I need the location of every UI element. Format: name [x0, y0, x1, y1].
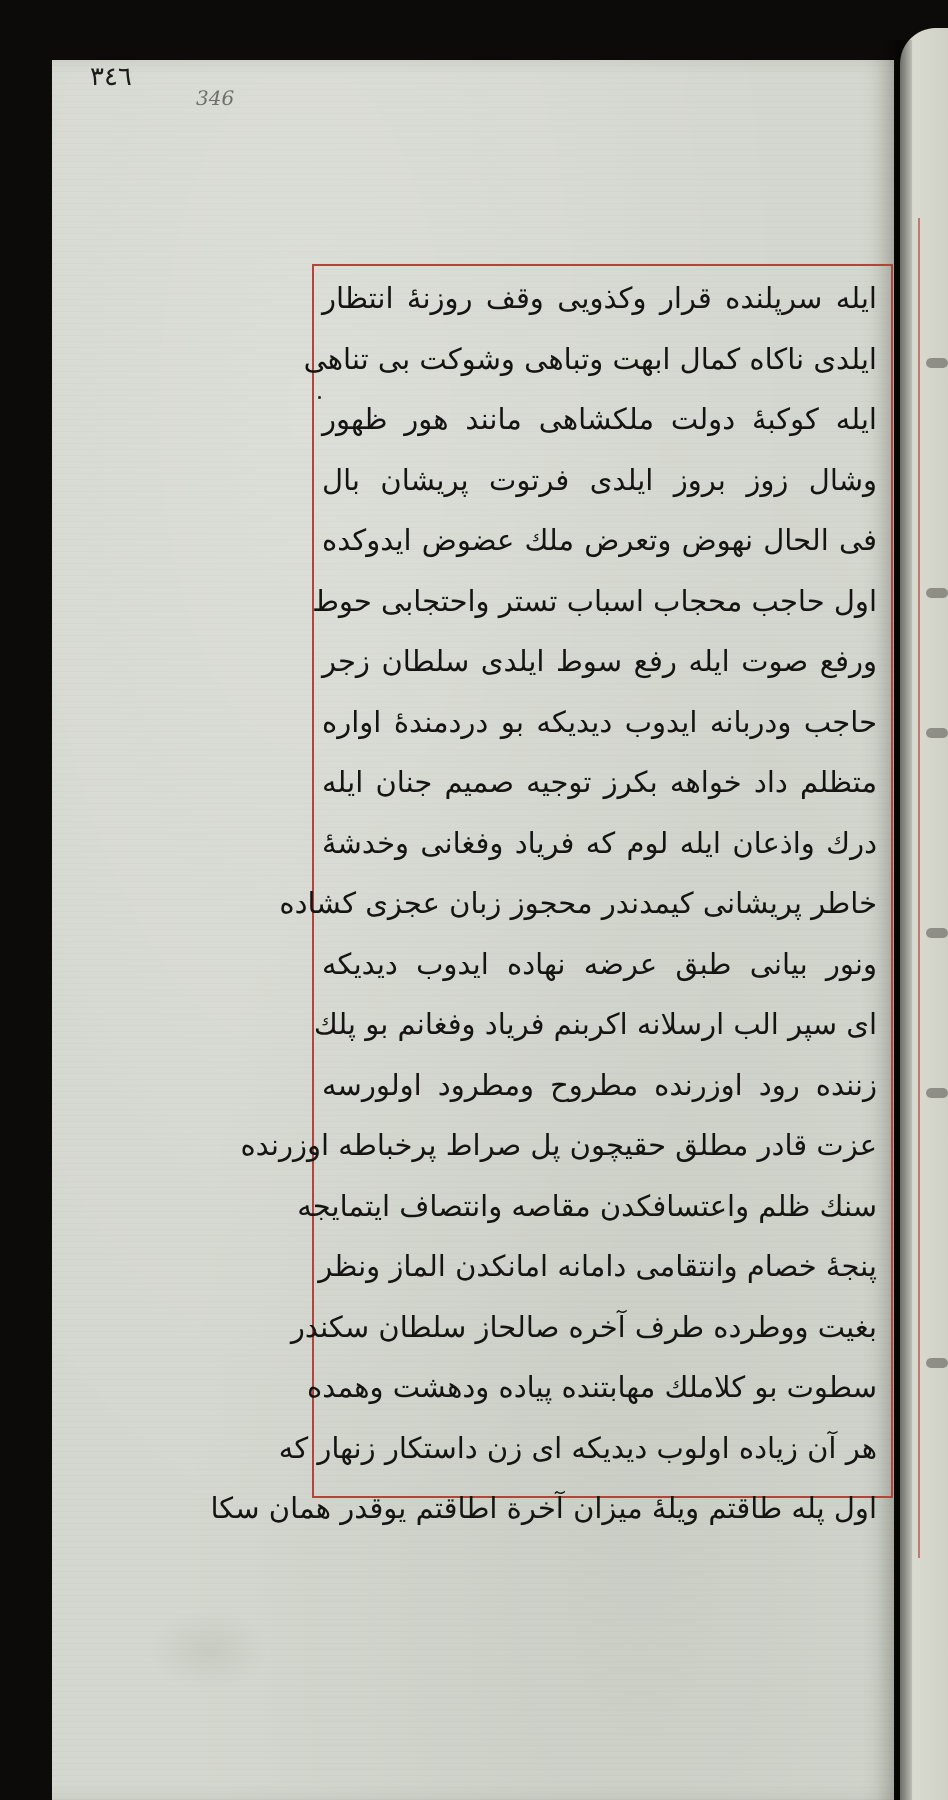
next-leaf-ink-trace [926, 588, 948, 598]
text-line: متظلم داد خواهه بكرز توجيه صميم جنان ايله [322, 765, 877, 799]
next-leaf-ink-trace [926, 728, 948, 738]
next-leaf-red-rule [918, 218, 920, 1558]
next-leaf-ink-trace [926, 1358, 948, 1368]
text-line: سطوت بو كلاملك مهابتنده پياده ودهشت وهمده [307, 1370, 877, 1404]
text-line: اول پله طاقتم ويلهٔ ميزان آخرة اطاقتم يوقدر همان سكا [210, 1491, 877, 1525]
text-line: اول حاجب محجاب اسباب تستر واحتجابی حوط [312, 583, 877, 618]
next-leaf-ink-trace [926, 928, 948, 938]
text-line: ايلدی ناكاه كمال ابهت وتباهی وشوكت بی تناهی [303, 341, 877, 376]
text-line: ونور بيانی طبق عرضه نهاده ايدوب ديديكه [322, 946, 877, 981]
text-line: زننده رود اوزرنده مطروح ومطرود اولورسه [322, 1067, 877, 1102]
text-line: ورفع صوت ايله رفع سوط ايلدی سلطان زجر [322, 644, 877, 678]
text-line: هر آن زياده اولوب ديديكه ای زن داستكار زنهار كه [278, 1430, 877, 1465]
text-line: پنجهٔ خصام وانتقامی دامانه امانكدن الماز ونظر [318, 1249, 877, 1283]
next-leaf-ink-trace [926, 1088, 948, 1098]
text-block [210, 268, 877, 1525]
text-line: خاطر پريشانی كيمدندر محجوز زبان عجزی كشاده [279, 886, 877, 920]
text-line: عزت قادر مطلق حقيچون پل صراط پرخباطه اوزرنده [240, 1128, 877, 1162]
ruled-text-frame [210, 264, 893, 1525]
folio-number-eastern: ٣٤٦ [90, 62, 132, 92]
text-line: درك واذعان ايله لوم كه فرياد وفغانی وخدشهٔ [322, 825, 877, 860]
text-line: فی الحال نهوض وتعرض ملك عضوض ايدوكده [322, 523, 877, 557]
next-leaf-ink-trace [926, 358, 948, 368]
text-line: بغيت ووطرده طرف آخره صالحاز سلطان سكندر [290, 1309, 877, 1344]
paper-stain [148, 1610, 268, 1690]
text-line: سنك ظلم واعتسافكدن مقاصه وانتصاف ايتمايجه [297, 1188, 877, 1223]
text-line: وشال زوز بروز ايلدی فرتوت پريشان بال [322, 462, 877, 497]
text-line: ای سپر الب ارسلانه اكربنم فرياد وفغانم بو پلك [313, 1007, 877, 1041]
text-line: ايله كوكبهٔ دولت ملكشاهی مانند هور ظهور [322, 402, 877, 436]
text-line: حاجب ودربانه ايدوب ديديكه بو دردمندهٔ اواره [322, 704, 877, 739]
folio-number-pencil: 346 [196, 86, 235, 110]
text-line: ايله سرپلنده قرار وكذويی وقف روزنهٔ انتظار [322, 281, 877, 315]
